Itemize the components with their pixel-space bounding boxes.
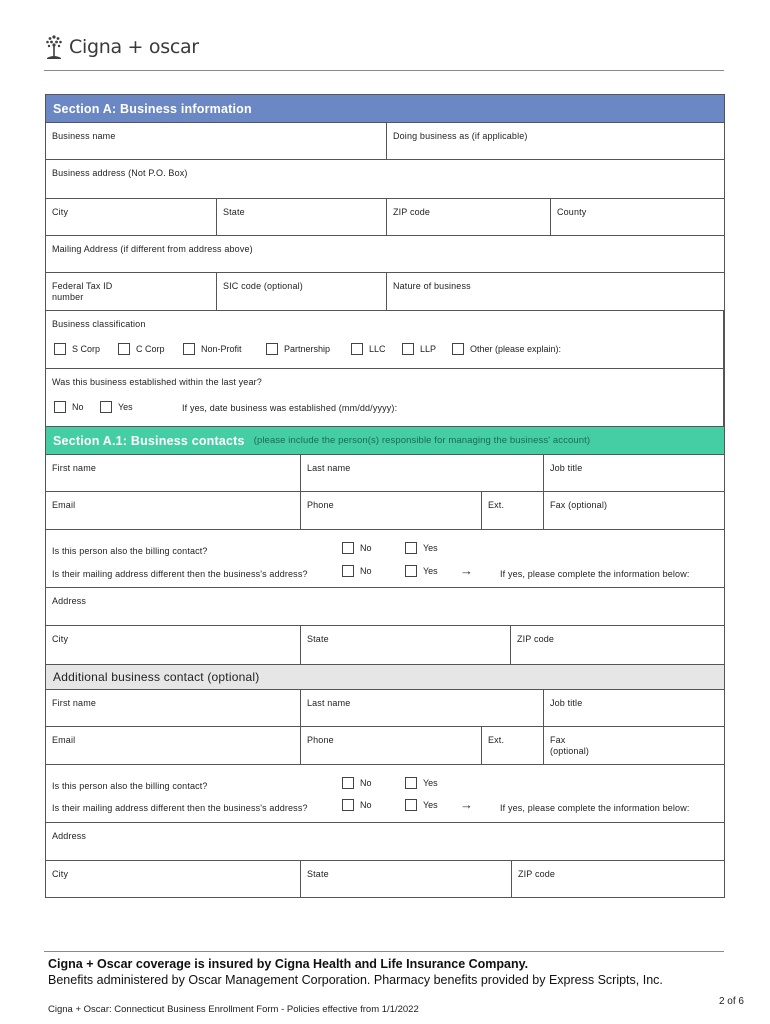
arrow-right-icon: →	[460, 563, 473, 578]
add-address-field[interactable]: Address	[52, 831, 87, 841]
page-number: 2 of 6	[718, 996, 744, 1007]
checkbox-established-yes[interactable]: Yes	[100, 401, 133, 413]
contact-city-field[interactable]: City	[46, 626, 301, 664]
header-divider	[44, 70, 724, 71]
zip-field[interactable]: ZIP code	[387, 199, 551, 235]
row-contact-questions	[46, 530, 724, 588]
last-name-field[interactable]: Last name	[301, 455, 544, 491]
email-field[interactable]: Email	[46, 492, 301, 529]
checkbox-billing-yes[interactable]: Yes	[405, 542, 438, 554]
checkbox-billing-no[interactable]: No	[342, 542, 372, 554]
section-a1-title: Section A.1: Business contacts	[53, 433, 245, 448]
add-checkbox-billing-yes[interactable]: Yes	[405, 777, 438, 789]
add-fax-field[interactable]: Fax (optional)	[550, 735, 590, 756]
county-field[interactable]: County	[557, 207, 587, 217]
add-email-field[interactable]: Email	[46, 727, 301, 764]
additional-contact-header	[46, 664, 724, 690]
cigna-tree-icon	[44, 34, 64, 60]
established-date-field[interactable]: If yes, date business was established (mm/dd/yyyy):	[182, 403, 398, 413]
add-zip-field[interactable]: ZIP code	[518, 869, 556, 879]
section-a-header	[46, 95, 724, 123]
add-checkbox-mailing-yes[interactable]: Yes	[405, 799, 438, 811]
first-name-field[interactable]: First name	[46, 455, 301, 491]
established-group	[46, 369, 724, 426]
checkbox-llc[interactable]: LLC	[351, 343, 386, 355]
additional-contact-title: Additional business contact (optional)	[53, 670, 260, 684]
business-address-field[interactable]: Business address (Not P.O. Box)	[52, 168, 188, 178]
section-a-title: Section A: Business information	[53, 101, 252, 116]
fax-field[interactable]: Fax (optional)	[550, 500, 608, 510]
classification-label: Business classification	[52, 319, 146, 329]
established-question: Was this business established within the last year?	[52, 377, 262, 387]
state-field[interactable]: State	[217, 199, 387, 235]
add-complete-below-note: If yes, please complete the information below:	[500, 803, 690, 813]
cigna-oscar-logo	[44, 32, 199, 62]
checkbox-llp[interactable]: LLP	[402, 343, 436, 355]
row-established	[46, 369, 724, 427]
checkbox-mailing-no[interactable]: No	[342, 565, 372, 577]
row-add-address	[46, 823, 724, 861]
row-contact-address	[46, 588, 724, 626]
sic-code-field[interactable]: SIC code (optional)	[217, 273, 387, 310]
add-mailing-question: Is their mailing address different then the business's address?	[52, 803, 308, 813]
row-add-name	[46, 690, 724, 727]
row-contact-name	[46, 455, 724, 492]
row-contact-city	[46, 626, 724, 664]
enrollment-form	[45, 94, 725, 898]
add-checkbox-billing-no[interactable]: No	[342, 777, 372, 789]
contact-state-field[interactable]: State	[301, 626, 511, 664]
checkbox-s-corp[interactable]: S Corp	[54, 343, 100, 355]
add-checkbox-mailing-no[interactable]: No	[342, 799, 372, 811]
add-last-name-field[interactable]: Last name	[301, 690, 544, 726]
footer-insurer-line: Cigna + Oscar coverage is insured by Cigna Health and Life Insurance Company.	[48, 957, 529, 971]
add-ext-field[interactable]: Ext.	[482, 727, 544, 764]
contact-zip-field[interactable]: ZIP code	[517, 634, 555, 644]
row-contact-email	[46, 492, 724, 530]
section-a1-header	[46, 427, 724, 455]
add-billing-question: Is this person also the billing contact?	[52, 781, 208, 791]
add-phone-field[interactable]: Phone	[301, 727, 482, 764]
complete-below-note: If yes, please complete the information below:	[500, 569, 690, 579]
dba-field[interactable]: Doing business as (if applicable)	[393, 131, 528, 141]
add-first-name-field[interactable]: First name	[46, 690, 301, 726]
row-business-name	[46, 123, 724, 160]
phone-field[interactable]: Phone	[301, 492, 482, 529]
checkbox-partnership[interactable]: Partnership	[266, 343, 330, 355]
job-title-field[interactable]: Job title	[550, 463, 583, 473]
row-classification	[46, 311, 724, 369]
row-mailing-address	[46, 236, 724, 273]
mailing-address-field[interactable]: Mailing Address (if different from address above)	[52, 244, 253, 254]
checkbox-other[interactable]: Other (please explain):	[452, 343, 561, 355]
checkbox-established-no[interactable]: No	[54, 401, 84, 413]
row-add-email	[46, 727, 724, 765]
checkbox-non-profit[interactable]: Non-Profit	[183, 343, 242, 355]
checkbox-mailing-yes[interactable]: Yes	[405, 565, 438, 577]
business-name-field[interactable]: Business name	[46, 123, 387, 159]
add-job-title-field[interactable]: Job title	[550, 698, 583, 708]
mailing-question: Is their mailing address different then the business's address?	[52, 569, 308, 579]
logo-text: Cigna + oscar	[69, 36, 199, 58]
federal-tax-id-field[interactable]: Federal Tax ID number	[46, 273, 217, 310]
row-tax	[46, 273, 724, 311]
add-city-field[interactable]: City	[46, 861, 301, 897]
row-add-city	[46, 861, 724, 898]
city-field[interactable]: City	[46, 199, 217, 235]
footer-admin-line: Benefits administered by Oscar Management Corporation. Pharmacy benefits provided by Express Scripts, Inc.	[48, 973, 663, 987]
row-business-address	[46, 160, 724, 199]
add-arrow-right-icon: →	[460, 797, 473, 812]
add-state-field[interactable]: State	[301, 861, 512, 897]
classification-group	[46, 311, 724, 368]
checkbox-c-corp[interactable]: C Corp	[118, 343, 165, 355]
section-a1-subtitle: (please include the person(s) responsible for managing the business' account)	[253, 435, 591, 446]
row-add-questions	[46, 765, 724, 823]
contact-address-field[interactable]: Address	[52, 596, 87, 606]
footer-form-name: Cigna + Oscar: Connecticut Business Enrollment Form - Policies effective from 1/1/2022	[48, 1004, 419, 1015]
billing-question: Is this person also the billing contact?	[52, 546, 208, 556]
ext-field[interactable]: Ext.	[482, 492, 544, 529]
row-city-state	[46, 199, 724, 236]
nature-of-business-field[interactable]: Nature of business	[393, 281, 471, 291]
footer-divider	[44, 951, 724, 952]
